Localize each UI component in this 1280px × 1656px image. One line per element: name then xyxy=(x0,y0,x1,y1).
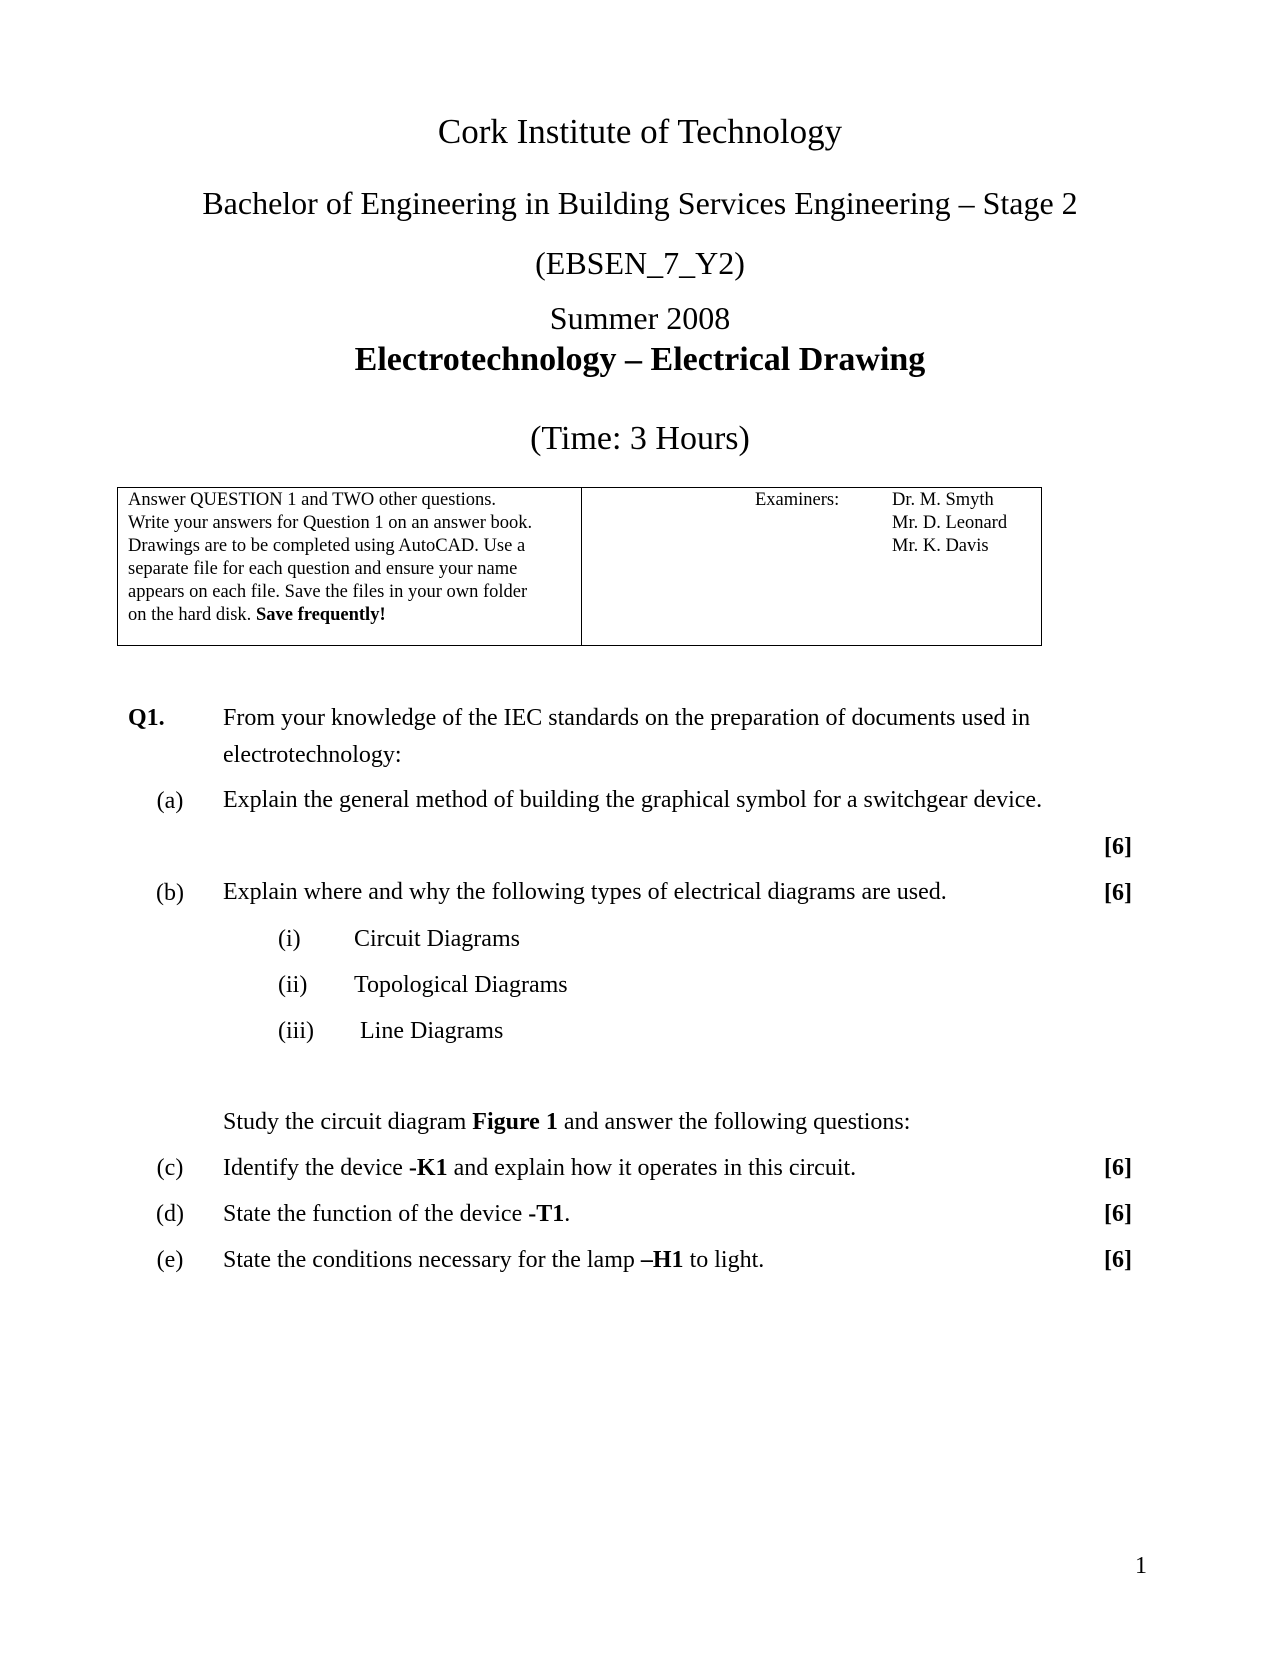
instruction-line: appears on each file. Save the files in your own folder xyxy=(128,582,528,602)
intro-line: electrotechnology: xyxy=(223,742,402,768)
part-e-text xyxy=(223,1242,764,1279)
part-c-suffix: and explain how it operates in this circuit. xyxy=(447,1155,857,1181)
part-d-prefix: State the function of the device xyxy=(223,1201,529,1227)
course-code: (EBSEN_7_Y2) xyxy=(535,245,745,281)
exam-term: Summer 2008 xyxy=(549,300,731,336)
part-a-text: Explain the general method of building the graphical symbol for a switchgear device. xyxy=(223,787,1043,813)
exam-duration: (Time: 3 Hours) xyxy=(530,420,750,457)
figure-instruction-suffix: and answer the following questions: xyxy=(557,1109,911,1135)
instruction-line xyxy=(128,604,573,627)
examiners-label: Examiners: xyxy=(755,490,840,510)
sub-item-number: (i) xyxy=(278,926,301,952)
part-e-suffix: to light. xyxy=(683,1247,765,1273)
degree-title: Bachelor of Engineering in Building Services Engineering – Stage 2 xyxy=(202,185,1078,221)
instructions-box xyxy=(117,487,1042,646)
part-label-a: (a) xyxy=(156,788,184,814)
marks-c: [6] xyxy=(1104,1155,1132,1181)
sub-item-number: (ii) xyxy=(278,972,308,998)
sub-item-text: Topological Diagrams xyxy=(354,972,568,998)
sub-item-number: (iii) xyxy=(278,1018,314,1044)
device-k1: -K1 xyxy=(408,1155,448,1181)
instructions-text xyxy=(128,489,573,627)
subject-title: Electrotechnology – Electrical Drawing xyxy=(354,341,926,378)
save-warning: Save frequently! xyxy=(255,605,386,625)
figure-instruction-prefix: Study the circuit diagram xyxy=(223,1109,473,1135)
instruction-line: Drawings are to be completed using AutoCAD. Use a xyxy=(128,536,526,556)
part-label-d: (d) xyxy=(156,1201,184,1227)
page-number: 1 xyxy=(1135,1553,1147,1579)
part-c-text xyxy=(223,1150,856,1187)
marks-d: [6] xyxy=(1104,1201,1132,1227)
part-b-text: Explain where and why the following types of electrical diagrams are used. xyxy=(223,879,947,905)
marks-a: [6] xyxy=(1104,834,1132,860)
examiners-list xyxy=(892,489,1007,558)
institution-title: Cork Institute of Technology xyxy=(437,112,843,151)
examiner-name: Dr. M. Smyth xyxy=(892,490,994,510)
instruction-text: on the hard disk. xyxy=(128,605,252,625)
part-label-c: (c) xyxy=(156,1155,184,1181)
part-label-b: (b) xyxy=(156,880,184,906)
box-divider xyxy=(581,488,582,645)
part-c-prefix: Identify the device xyxy=(223,1155,409,1181)
device-t1: -T1 xyxy=(528,1201,565,1227)
marks-b: [6] xyxy=(1104,880,1132,906)
part-d-text xyxy=(223,1196,570,1233)
instruction-line: Answer QUESTION 1 and TWO other questions. xyxy=(128,490,497,510)
examiner-name: Mr. D. Leonard xyxy=(892,513,1008,533)
marks-e: [6] xyxy=(1104,1247,1132,1273)
examiner-name: Mr. K. Davis xyxy=(892,536,989,556)
question-intro xyxy=(223,700,1030,774)
part-e-prefix: State the conditions necessary for the lamp xyxy=(223,1247,641,1273)
instruction-line: Write your answers for Question 1 on an answer book. xyxy=(128,513,533,533)
question-label: Q1. xyxy=(128,705,165,731)
instruction-line: separate file for each question and ensure your name xyxy=(128,559,518,579)
part-d-suffix: . xyxy=(564,1201,571,1227)
sub-item-text: Circuit Diagrams xyxy=(354,926,520,952)
device-h1: –H1 xyxy=(640,1247,684,1273)
figure-reference: Figure 1 xyxy=(472,1109,558,1135)
sub-item-text: Line Diagrams xyxy=(360,1018,504,1044)
figure-instruction xyxy=(223,1104,910,1141)
intro-line: From your knowledge of the IEC standards on the preparation of documents used in xyxy=(223,705,1031,731)
part-label-e: (e) xyxy=(156,1247,184,1273)
